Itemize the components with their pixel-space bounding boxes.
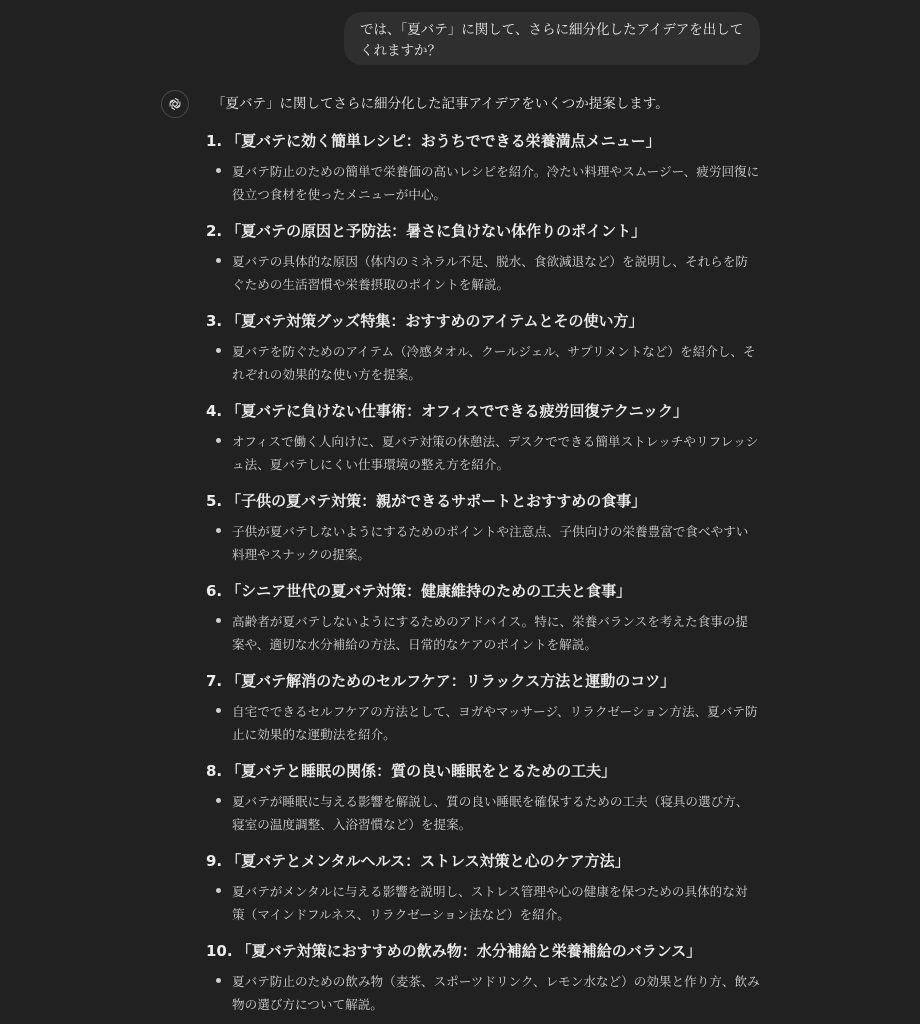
bullet-dot-icon: [216, 978, 221, 983]
item-title-text: 「夏バテ対策グッズ特集：おすすめのアイテムとその使い方」: [226, 312, 644, 330]
list-item: [206, 937, 766, 1024]
item-title: [206, 129, 661, 153]
item-title-text: 「夏バテと睡眠の関係：質の良い睡眠をとるための工夫」: [226, 762, 617, 780]
item-title: [206, 579, 631, 603]
item-title-text: 「子供の夏バテ対策：親ができるサポートとおすすめの食事」: [226, 492, 647, 510]
list-item: [206, 307, 766, 397]
item-title: [206, 939, 701, 963]
item-description: 夏バテがメンタルに与える影響を説明し、ストレス管理や心の健康を保つための具体的な対策（マインドフルネス、リラクゼーション法など）を紹介。: [232, 884, 748, 922]
list-item: [206, 127, 766, 217]
item-number: 8.: [206, 762, 223, 780]
item-title: [206, 489, 646, 513]
assistant-avatar: [161, 90, 189, 118]
item-description: 高齢者が夏バテしないようにするためのアドバイス。特に、栄養バランスを考えた食事の提案や、適切な水分補給の方法、日常的なケアのポイントを解説。: [232, 614, 748, 652]
item-title-text: 「夏バテの原因と予防法：暑さに負けない体作りのポイント」: [226, 222, 647, 240]
bullet-dot-icon: [216, 528, 221, 533]
item-description: オフィスで働く人向けに、夏バテ対策の休憩法、デスクでできる簡単ストレッチやリフレッシュ法、夏バテしにくい仕事環境の整え方を紹介。: [232, 434, 759, 472]
item-title-text: 「夏バテ解消のためのセルフケア：リラックス方法と運動のコツ」: [226, 672, 676, 690]
item-description: 夏バテの具体的な原因（体内のミネラル不足、脱水、食欲減退など）を説明し、それらを防ぐための生活習慣や栄養摂取のポイントを解説。: [232, 254, 748, 292]
list-item: [206, 667, 766, 757]
item-title-text: 「夏バテ対策におすすめの飲み物：水分補給と栄養補給のバランス」: [236, 942, 702, 960]
item-description: 自宅でできるセルフケアの方法として、ヨガやマッサージ、リラクゼーション方法、夏バテ防止に効果的な運動法を紹介。: [232, 704, 758, 742]
idea-list: [206, 127, 766, 1024]
openai-logo-icon: [167, 96, 183, 112]
bullet-dot-icon: [216, 438, 221, 443]
item-title: [206, 219, 646, 243]
user-message-bubble: [344, 12, 760, 65]
list-item: [206, 757, 766, 847]
bullet-dot-icon: [216, 168, 221, 173]
bullet-dot-icon: [216, 618, 221, 623]
bullet-dot-icon: [216, 888, 221, 893]
item-title-text: 「夏バテとメンタルヘルス：ストレス対策と心のケア方法」: [226, 852, 630, 870]
user-message-text: では、「夏バテ」に関して、さらに細分化したアイデアを出してくれますか？: [360, 22, 744, 59]
item-title: [206, 669, 675, 693]
item-title-text: 「夏バテに効く簡単レシピ：おうちでできる栄養満点メニュー」: [226, 132, 661, 150]
item-number: 2.: [206, 222, 223, 240]
item-title: [206, 309, 643, 333]
list-item: [206, 847, 766, 937]
item-number: 1.: [206, 132, 223, 150]
assistant-intro: 「夏バテ」に関してさらに細分化した記事アイデアをいくつか提案します。: [212, 96, 669, 112]
item-title: [206, 759, 616, 783]
item-number: 5.: [206, 492, 223, 510]
bullet-dot-icon: [216, 258, 221, 263]
item-title-text: 「夏バテに負けない仕事術：オフィスでできる疲労回復テクニック」: [226, 402, 688, 420]
item-title: [206, 399, 688, 423]
list-item: [206, 487, 766, 577]
item-description: 夏バテを防ぐためのアイテム（冷感タオル、クールジェル、サプリメントなど）を紹介し、それぞれの効果的な使い方を提案。: [232, 344, 756, 382]
item-number: 9.: [206, 852, 223, 870]
list-item: [206, 397, 766, 487]
list-item: [206, 577, 766, 667]
item-description: 夏バテ防止のための飲み物（麦茶、スポーツドリンク、レモン水など）の効果と作り方、飲み物の選び方について解説。: [232, 974, 760, 1012]
item-title: [206, 849, 630, 873]
item-description: 夏バテ防止のための簡単で栄養価の高いレシピを紹介。冷たい料理やスムージー、疲労回復に役立つ食材を使ったメニューが中心。: [232, 164, 760, 202]
bullet-dot-icon: [216, 798, 221, 803]
item-number: 10.: [206, 942, 233, 960]
item-number: 3.: [206, 312, 223, 330]
item-number: 6.: [206, 582, 223, 600]
list-item: [206, 217, 766, 307]
item-title-text: 「シニア世代の夏バテ対策：健康維持のための工夫と食事」: [226, 582, 632, 600]
item-number: 7.: [206, 672, 223, 690]
bullet-dot-icon: [216, 708, 221, 713]
item-description: 夏バテが睡眠に与える影響を解説し、質の良い睡眠を確保するための工夫（寝具の選び方、寝室の温度調整、入浴習慣など）を提案。: [232, 794, 749, 832]
item-description: 子供が夏バテしないようにするためのポイントや注意点、子供向けの栄養豊富で食べやすい料理やスナックの提案。: [232, 524, 749, 562]
item-number: 4.: [206, 402, 223, 420]
bullet-dot-icon: [216, 348, 221, 353]
